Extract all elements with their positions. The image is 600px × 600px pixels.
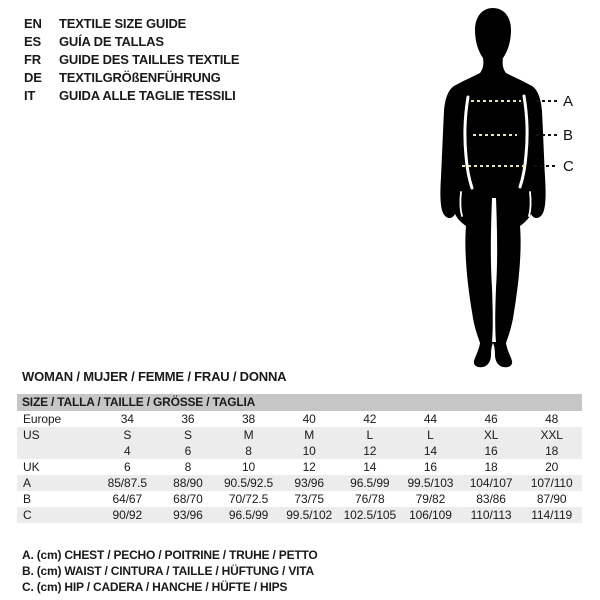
woman-silhouette-figure (400, 0, 600, 390)
size-cell: 83/86 (476, 492, 506, 506)
legend-chest: A. (cm) CHEST / PECHO / POITRINE / TRUHE / PETTO (22, 548, 318, 562)
size-table-header: SIZE / TALLA / TAILLE / GRÖSSE / TAGLIA (17, 394, 582, 411)
size-cell: S (183, 428, 192, 442)
row-label: US (23, 428, 40, 442)
size-cell: 14 (363, 460, 377, 474)
size-cell: 106/109 (409, 508, 452, 522)
size-cell: 4 (124, 444, 131, 458)
size-cell: 90/92 (112, 508, 143, 522)
size-cell: 12 (302, 460, 316, 474)
language-guide-list (24, 15, 239, 105)
size-cell: M (243, 428, 254, 442)
size-cell: 87/90 (536, 492, 567, 506)
size-table (17, 394, 582, 523)
row-label: UK (23, 460, 40, 474)
size-cell: 10 (302, 444, 316, 458)
size-cell: 96.5/99 (228, 508, 269, 522)
size-cell: 16 (423, 460, 438, 474)
lang-code: DE (24, 70, 42, 85)
row-label (17, 443, 97, 459)
size-cell: 107/110 (530, 476, 573, 490)
row-label: A (23, 476, 31, 490)
size-cell: XL (483, 428, 499, 442)
measurement-legend (22, 547, 318, 595)
size-cell: 36 (181, 412, 195, 426)
table-row-us-numeric (17, 443, 582, 459)
lang-label: TEXTILE SIZE GUIDE (59, 16, 187, 31)
size-cell: 8 (184, 460, 192, 474)
size-cell: 73/75 (294, 492, 324, 506)
lang-row-it (24, 87, 239, 105)
size-cell: L (427, 428, 434, 442)
size-cell: 8 (245, 444, 252, 458)
size-cell: 110/113 (470, 508, 512, 522)
marker-label-a: A (563, 93, 574, 110)
legend-hip: C. (cm) HIP / CADERA / HANCHE / HÜFTE / HIPS (22, 580, 288, 594)
lang-code: ES (24, 34, 41, 49)
table-title: WOMAN / MUJER / FEMME / FRAU / DONNA (22, 369, 287, 384)
size-cell: 76/78 (355, 492, 385, 506)
size-cell: 6 (184, 444, 192, 458)
table-row-hip-c (17, 507, 582, 523)
size-cell: XXL (540, 428, 563, 442)
lang-row-es (24, 33, 239, 51)
lang-label: TEXTILGRÖßENFÜHRUNG (59, 70, 221, 85)
size-cell: 64/67 (112, 492, 143, 506)
size-cell: 48 (545, 412, 559, 426)
size-cell: 96.5/99 (350, 476, 390, 490)
size-cell: M (304, 428, 315, 442)
table-row-europe (17, 411, 582, 427)
lang-row-de (24, 69, 239, 87)
table-row-uk (17, 459, 582, 475)
size-cell: 68/70 (173, 492, 203, 506)
lang-code: IT (24, 88, 36, 103)
marker-label-c: C (563, 158, 574, 175)
size-cell: 34 (120, 412, 134, 426)
size-cell: 18 (484, 460, 498, 474)
lang-label: GUIDE DES TAILLES TEXTILE (59, 52, 240, 67)
lang-row-fr (24, 51, 239, 69)
table-row-waist-b (17, 491, 582, 507)
size-cell: 20 (545, 460, 559, 474)
size-cell: 93/96 (294, 476, 324, 490)
lang-code: EN (24, 16, 42, 31)
table-row-us (17, 427, 582, 443)
size-cell: 102.5/105 (343, 508, 397, 522)
size-cell: 90.5/92.5 (223, 476, 274, 490)
size-cell: 16 (484, 444, 498, 458)
size-cell: 44 (423, 412, 438, 426)
size-cell: S (123, 428, 132, 442)
size-cell: 18 (545, 444, 559, 458)
size-cell: 10 (241, 460, 256, 474)
size-cell: L (366, 428, 374, 442)
row-label: C (23, 508, 32, 522)
woman-silhouette-icon (400, 0, 600, 390)
marker-label-b: B (563, 127, 574, 144)
lang-code: FR (24, 52, 41, 67)
size-cell: 99.5/103 (407, 476, 454, 490)
size-cell: 104/107 (469, 476, 513, 490)
size-cell: 12 (363, 444, 377, 458)
row-label: B (23, 492, 31, 506)
lang-label: GUÍA DE TALLAS (59, 34, 164, 49)
size-cell: 99.5/102 (286, 508, 333, 522)
size-cell: 114/119 (531, 508, 573, 522)
size-cell: 40 (302, 412, 316, 426)
size-cell: 14 (423, 444, 438, 458)
size-cell: 70/72.5 (228, 492, 269, 506)
size-cell: 6 (124, 460, 131, 474)
size-cell: 85/87.5 (107, 476, 147, 490)
size-cell: 79/82 (415, 492, 446, 506)
size-cell: 38 (241, 412, 256, 426)
size-cell: 93/96 (173, 508, 203, 522)
size-cell: 46 (484, 412, 498, 426)
size-cell: 42 (363, 412, 377, 426)
size-cell: 88/90 (173, 476, 203, 490)
table-row-chest-a (17, 475, 582, 491)
lang-label: GUIDA ALLE TAGLIE TESSILI (59, 88, 236, 103)
legend-waist: B. (cm) WAIST / CINTURA / TAILLE / HÜFTUNG / VITA (22, 564, 314, 578)
lang-row-en (24, 15, 239, 33)
row-label: Europe (23, 412, 62, 426)
